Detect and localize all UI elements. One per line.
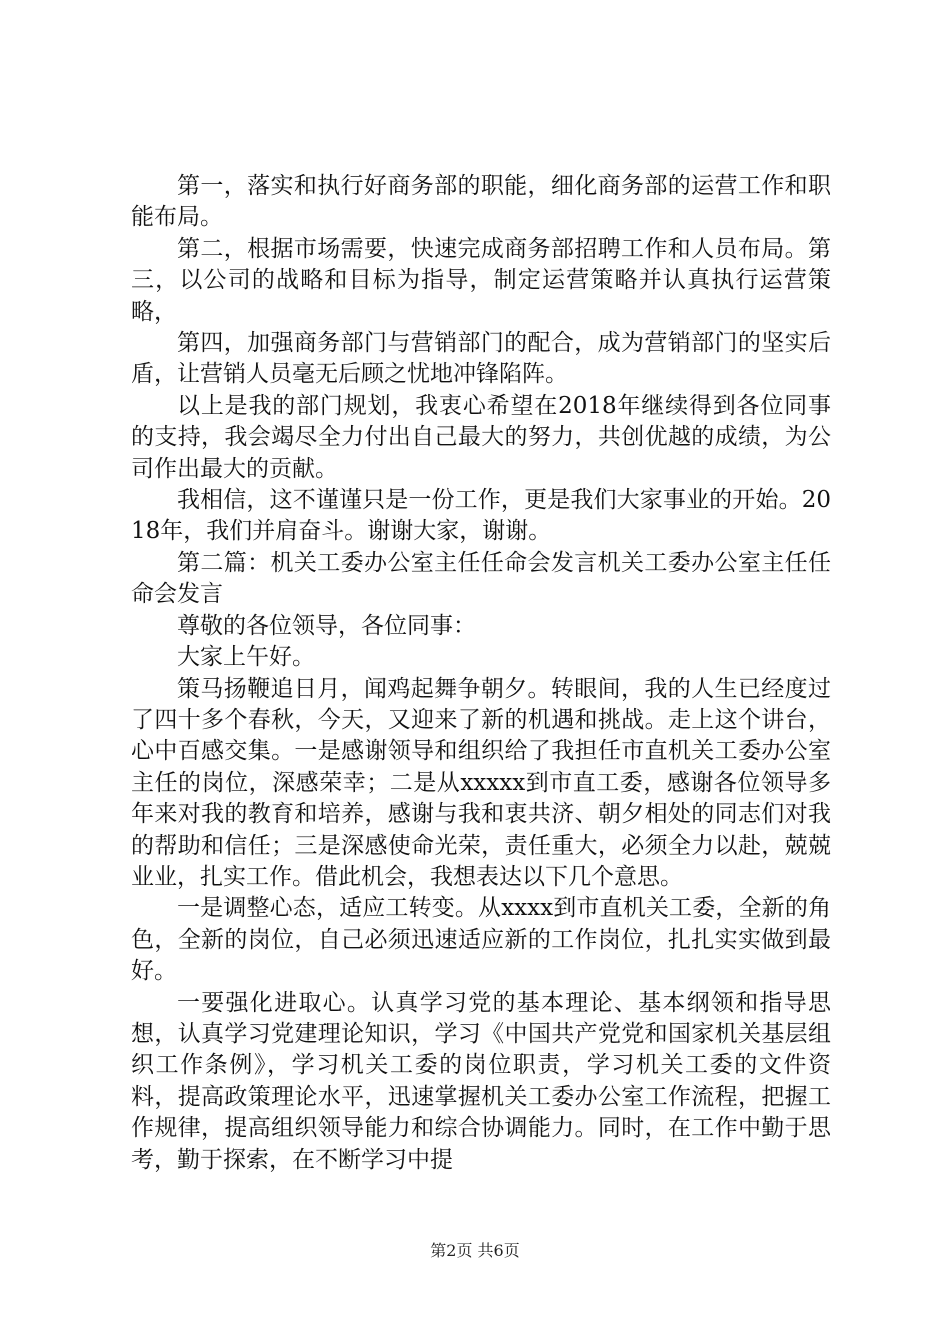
paragraph-3: 第四，加强商务部门与营销部门的配合，成为营销部门的坚实后盾，让营销人员毫无后顾之忧地冲锋陷阵。	[131, 330, 831, 388]
paragraph-4: 以上是我的部门规划，我衷心希望在2018年继续得到各位同事的支持，我会竭尽全力付出自己最大的努力，共创优越的成绩，为公司作出最大的贡献。	[131, 392, 831, 482]
greeting: 大家上午好。	[177, 644, 315, 671]
paragraph-11: 一要强化进取心。认真学习党的基本理论、基本纲领和指导思想，认真学习党建理论知识，学习《中国共产党党和国家机关基层组织工作条例》，学习机关工委的岗位职责，学习机关工委的文件资料，提高政策理论水平，迅速掌握机关工委办公室工作流程，把握工作规律，提高组织领导能力和综合协调能力。同时，在工作中勤于思考，勤于探索，在不断学习中提	[131, 989, 831, 1173]
paragraph-2: 第二，根据市场需要，快速完成商务部招聘工作和人员布局。第三，以公司的战略和目标为指导，制定运营策略并认真执行运营策略，	[131, 235, 831, 325]
salutation: 尊敬的各位领导，各位同事：	[177, 612, 476, 639]
document-body	[131, 171, 831, 1176]
section-heading: 第二篇：机关工委办公室主任任命会发言机关工委办公室主任任命会发言	[131, 549, 831, 608]
paragraph-5: 我相信，这不谨谨只是一份工作，更是我们大家事业的开始。2018年，我们并肩奋斗。谢谢大家，谢谢。	[131, 487, 831, 545]
page-number-footer: 第2页 共6页	[430, 1241, 520, 1260]
paragraph-10: 一是调整心态，适应工转变。从xxxx到市直机关工委，全新的角色，全新的岗位，自己必须迅速适应新的工作岗位，扎扎实实做到最好。	[131, 895, 831, 985]
paragraph-1: 第一，落实和执行好商务部的职能，细化商务部的运营工作和职能布局。	[131, 173, 831, 231]
paragraph-9: 策马扬鞭追日月，闻鸡起舞争朝夕。转眼间，我的人生已经度过了四十多个春秋，今天，又迎来了新的机遇和挑战。走上这个讲台，心中百感交集。一是感谢领导和组织给了我担任市直机关工委办公室主任的岗位，深感荣幸；二是从xxxxx到市直工委，感谢各位领导多年来对我的教育和培养，感谢与我和衷共济、朝夕相处的同志们对我的帮助和信任；三是深感使命光荣，责任重大，必须全力以赴，兢兢业业，扎实工作。借此机会，我想表达以下几个意思。	[131, 675, 831, 890]
